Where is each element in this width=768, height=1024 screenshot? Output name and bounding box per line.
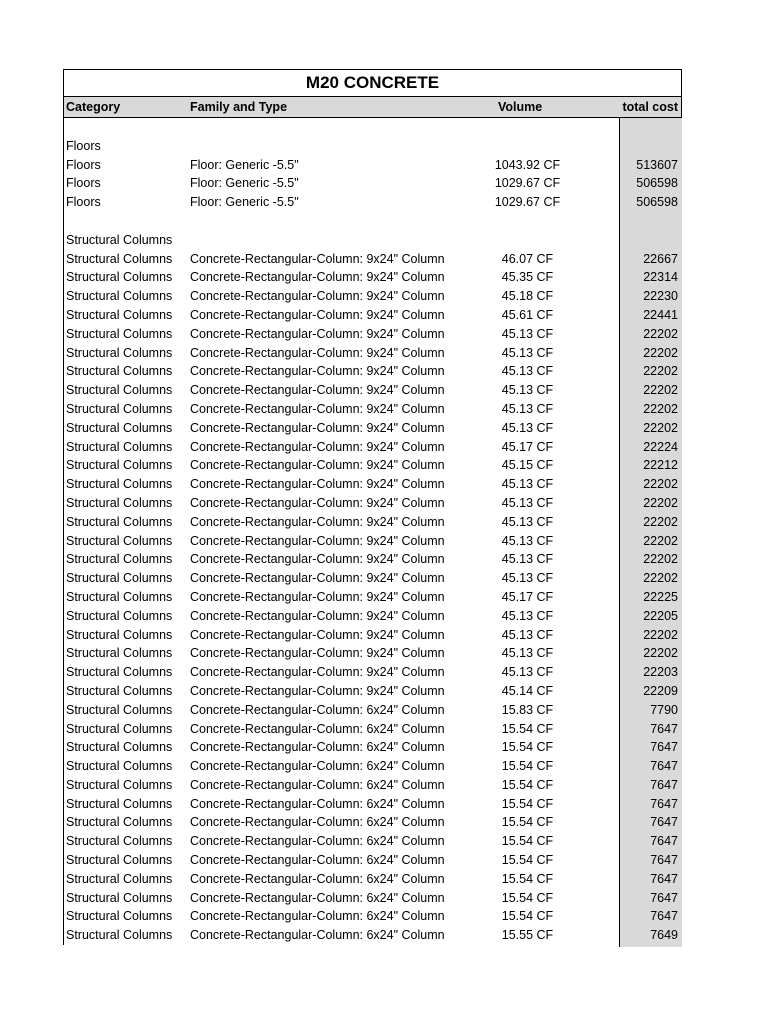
header-family-type: Family and Type xyxy=(190,100,288,114)
table-row xyxy=(64,419,681,438)
cell-total-cost: 7790 xyxy=(650,702,678,717)
cell-volume: 15.54 CF xyxy=(501,759,554,774)
header-category: Category xyxy=(66,100,121,114)
cell-category: Floors xyxy=(66,138,101,153)
table-row xyxy=(64,438,681,457)
cell-category: Structural Columns xyxy=(66,853,173,868)
cell-total-cost: 22202 xyxy=(643,627,678,642)
cell-family-type: Concrete-Rectangular-Column: 9x24" Column xyxy=(190,477,445,492)
cell-category: Structural Columns xyxy=(66,514,173,529)
table-row xyxy=(64,456,681,475)
cell-category: Floors xyxy=(66,176,101,191)
cell-volume: 45.13 CF xyxy=(501,552,554,567)
cell-total-cost: 22202 xyxy=(643,571,678,586)
cell-total-cost: 22202 xyxy=(643,420,678,435)
cell-family-type: Concrete-Rectangular-Column: 9x24" Column xyxy=(190,326,445,341)
cell-category: Structural Columns xyxy=(66,571,173,586)
concrete-sheet xyxy=(63,69,682,945)
table-row xyxy=(64,851,681,870)
cell-volume: 45.13 CF xyxy=(501,608,554,623)
cell-volume: 45.14 CF xyxy=(501,683,554,698)
cell-total-cost: 7647 xyxy=(650,759,678,774)
header-volume: Volume xyxy=(498,100,543,114)
cell-total-cost: 22202 xyxy=(643,495,678,510)
cell-category: Structural Columns xyxy=(66,871,173,886)
table-row xyxy=(64,306,681,325)
cell-total-cost: 22441 xyxy=(643,307,678,322)
cell-family-type: Concrete-Rectangular-Column: 6x24" Column xyxy=(190,796,445,811)
cell-total-cost: 7647 xyxy=(650,777,678,792)
cell-total-cost: 22203 xyxy=(643,665,678,680)
cell-total-cost: 22314 xyxy=(643,270,678,285)
table-row xyxy=(64,569,681,588)
cell-volume: 15.54 CF xyxy=(501,909,554,924)
cell-family-type: Concrete-Rectangular-Column: 9x24" Column xyxy=(190,383,445,398)
cell-family-type: Concrete-Rectangular-Column: 9x24" Column xyxy=(190,533,445,548)
cell-family-type: Concrete-Rectangular-Column: 6x24" Column xyxy=(190,777,445,792)
cell-volume: 15.54 CF xyxy=(501,853,554,868)
cell-category: Structural Columns xyxy=(66,589,173,604)
cell-family-type: Concrete-Rectangular-Column: 9x24" Column xyxy=(190,627,445,642)
cell-total-cost: 22202 xyxy=(643,345,678,360)
cell-total-cost: 22202 xyxy=(643,514,678,529)
cell-total-cost: 7647 xyxy=(650,834,678,849)
table-row xyxy=(64,250,681,269)
cell-volume: 45.13 CF xyxy=(501,326,554,341)
table-row xyxy=(64,776,681,795)
cell-volume: 45.35 CF xyxy=(501,270,554,285)
cell-category: Structural Columns xyxy=(66,326,173,341)
cell-total-cost: 22202 xyxy=(643,646,678,661)
cell-category: Structural Columns xyxy=(66,533,173,548)
table-row xyxy=(64,682,681,701)
cell-total-cost: 7647 xyxy=(650,740,678,755)
table-row xyxy=(64,813,681,832)
cell-category: Structural Columns xyxy=(66,759,173,774)
cell-family-type: Concrete-Rectangular-Column: 6x24" Column xyxy=(190,834,445,849)
table-row xyxy=(64,870,681,889)
cell-total-cost: 22202 xyxy=(643,401,678,416)
table-row xyxy=(64,268,681,287)
cell-category: Structural Columns xyxy=(66,439,173,454)
cell-volume: 45.13 CF xyxy=(501,571,554,586)
cell-category: Structural Columns xyxy=(66,364,173,379)
cell-total-cost: 506598 xyxy=(636,195,678,210)
cell-volume: 1029.67 CF xyxy=(494,195,561,210)
cell-category: Structural Columns xyxy=(66,495,173,510)
table-row xyxy=(64,626,681,645)
cell-category: Structural Columns xyxy=(66,232,173,247)
cell-family-type: Concrete-Rectangular-Column: 9x24" Column xyxy=(190,345,445,360)
table-row xyxy=(64,720,681,739)
cell-volume: 45.61 CF xyxy=(501,307,554,322)
table-row xyxy=(64,832,681,851)
cell-total-cost: 22212 xyxy=(643,458,678,473)
cell-category: Structural Columns xyxy=(66,702,173,717)
cell-volume: 45.13 CF xyxy=(501,665,554,680)
table-body xyxy=(64,118,681,945)
cell-category: Structural Columns xyxy=(66,345,173,360)
cell-family-type: Concrete-Rectangular-Column: 9x24" Column xyxy=(190,665,445,680)
cell-total-cost: 7647 xyxy=(650,890,678,905)
cell-category: Structural Columns xyxy=(66,608,173,623)
cell-category: Structural Columns xyxy=(66,552,173,567)
table-row xyxy=(64,889,681,908)
cell-volume: 15.54 CF xyxy=(501,777,554,792)
cell-family-type: Floor: Generic -5.5" xyxy=(190,176,299,191)
table-row xyxy=(64,532,681,551)
cell-total-cost: 7647 xyxy=(650,853,678,868)
cell-family-type: Concrete-Rectangular-Column: 9x24" Column xyxy=(190,420,445,435)
cell-volume: 15.54 CF xyxy=(501,815,554,830)
cell-volume: 45.13 CF xyxy=(501,345,554,360)
cell-family-type: Concrete-Rectangular-Column: 9x24" Column xyxy=(190,307,445,322)
table-row xyxy=(64,513,681,532)
cell-volume: 45.13 CF xyxy=(501,514,554,529)
table-row xyxy=(64,644,681,663)
cell-family-type: Concrete-Rectangular-Column: 9x24" Column xyxy=(190,514,445,529)
sheet-title: M20 CONCRETE xyxy=(64,70,681,97)
cell-category: Structural Columns xyxy=(66,420,173,435)
header-row xyxy=(64,97,681,118)
cell-family-type: Concrete-Rectangular-Column: 9x24" Column xyxy=(190,458,445,473)
cell-total-cost: 506598 xyxy=(636,176,678,191)
table-row xyxy=(64,156,681,175)
cell-category: Structural Columns xyxy=(66,796,173,811)
table-row xyxy=(64,212,681,231)
table-row xyxy=(64,550,681,569)
table-row xyxy=(64,795,681,814)
cell-volume: 15.54 CF xyxy=(501,796,554,811)
cell-total-cost: 7647 xyxy=(650,871,678,886)
cell-volume: 45.17 CF xyxy=(501,589,554,604)
cell-volume: 45.13 CF xyxy=(501,364,554,379)
cell-family-type: Concrete-Rectangular-Column: 6x24" Column xyxy=(190,740,445,755)
cell-family-type: Concrete-Rectangular-Column: 9x24" Column xyxy=(190,364,445,379)
cell-volume: 15.54 CF xyxy=(501,890,554,905)
cell-category: Structural Columns xyxy=(66,477,173,492)
cell-category: Structural Columns xyxy=(66,383,173,398)
cell-volume: 45.13 CF xyxy=(501,477,554,492)
table-row xyxy=(64,137,681,156)
table-row xyxy=(64,174,681,193)
cell-volume: 15.55 CF xyxy=(501,928,554,943)
cell-category: Structural Columns xyxy=(66,928,173,943)
cell-volume: 15.54 CF xyxy=(501,871,554,886)
table-row xyxy=(64,381,681,400)
cell-family-type: Concrete-Rectangular-Column: 6x24" Column xyxy=(190,721,445,736)
cell-total-cost: 22202 xyxy=(643,364,678,379)
cell-family-type: Concrete-Rectangular-Column: 9x24" Column xyxy=(190,683,445,698)
cell-family-type: Concrete-Rectangular-Column: 9x24" Column xyxy=(190,552,445,567)
table-row xyxy=(64,344,681,363)
cell-total-cost: 7647 xyxy=(650,721,678,736)
cell-total-cost: 22202 xyxy=(643,552,678,567)
table-row xyxy=(64,926,681,945)
cell-total-cost: 22202 xyxy=(643,533,678,548)
table-row xyxy=(64,475,681,494)
cell-category: Structural Columns xyxy=(66,627,173,642)
cell-category: Structural Columns xyxy=(66,740,173,755)
cell-total-cost: 22205 xyxy=(643,608,678,623)
cell-category: Structural Columns xyxy=(66,289,173,304)
cell-total-cost: 22667 xyxy=(643,251,678,266)
table-row xyxy=(64,400,681,419)
cell-family-type: Concrete-Rectangular-Column: 9x24" Column xyxy=(190,270,445,285)
cell-category: Structural Columns xyxy=(66,890,173,905)
cell-total-cost: 22202 xyxy=(643,477,678,492)
table-row xyxy=(64,738,681,757)
cell-volume: 15.54 CF xyxy=(501,740,554,755)
cell-total-cost: 22209 xyxy=(643,683,678,698)
cell-category: Structural Columns xyxy=(66,307,173,322)
cell-family-type: Concrete-Rectangular-Column: 6x24" Column xyxy=(190,909,445,924)
cell-volume: 45.18 CF xyxy=(501,289,554,304)
cell-family-type: Concrete-Rectangular-Column: 6x24" Column xyxy=(190,815,445,830)
table-row xyxy=(64,193,681,212)
cell-family-type: Concrete-Rectangular-Column: 6x24" Column xyxy=(190,702,445,717)
cell-category: Structural Columns xyxy=(66,909,173,924)
cell-category: Structural Columns xyxy=(66,251,173,266)
cell-category: Structural Columns xyxy=(66,721,173,736)
cell-volume: 15.54 CF xyxy=(501,721,554,736)
cell-family-type: Concrete-Rectangular-Column: 6x24" Column xyxy=(190,890,445,905)
cell-family-type: Concrete-Rectangular-Column: 9x24" Column xyxy=(190,646,445,661)
cell-volume: 1043.92 CF xyxy=(494,157,561,172)
table-row xyxy=(64,607,681,626)
cell-family-type: Concrete-Rectangular-Column: 9x24" Column xyxy=(190,608,445,623)
cell-volume: 1029.67 CF xyxy=(494,176,561,191)
cell-total-cost: 22202 xyxy=(643,383,678,398)
table-row xyxy=(64,287,681,306)
cell-category: Structural Columns xyxy=(66,777,173,792)
cell-family-type: Concrete-Rectangular-Column: 9x24" Column xyxy=(190,495,445,510)
table-row xyxy=(64,494,681,513)
cell-volume: 45.13 CF xyxy=(501,383,554,398)
table-row xyxy=(64,362,681,381)
cell-category: Structural Columns xyxy=(66,683,173,698)
cell-volume: 15.83 CF xyxy=(501,702,554,717)
cell-volume: 46.07 CF xyxy=(501,251,554,266)
cell-category: Structural Columns xyxy=(66,646,173,661)
table-row xyxy=(64,663,681,682)
cell-total-cost: 513607 xyxy=(636,157,678,172)
cell-category: Floors xyxy=(66,157,101,172)
cell-total-cost: 7647 xyxy=(650,815,678,830)
cell-volume: 45.13 CF xyxy=(501,420,554,435)
cell-volume: 45.13 CF xyxy=(501,533,554,548)
table-row xyxy=(64,701,681,720)
cell-total-cost: 22202 xyxy=(643,326,678,341)
header-total-cost: total cost xyxy=(622,100,678,114)
table-row xyxy=(64,907,681,926)
cell-volume: 45.13 CF xyxy=(501,627,554,642)
table-row xyxy=(64,118,681,137)
cell-family-type: Concrete-Rectangular-Column: 9x24" Column xyxy=(190,401,445,416)
cell-family-type: Concrete-Rectangular-Column: 6x24" Column xyxy=(190,928,445,943)
cell-family-type: Concrete-Rectangular-Column: 9x24" Column xyxy=(190,439,445,454)
cell-family-type: Floor: Generic -5.5" xyxy=(190,195,299,210)
cell-family-type: Concrete-Rectangular-Column: 9x24" Column xyxy=(190,251,445,266)
cell-total-cost: 22224 xyxy=(643,439,678,454)
cell-volume: 45.13 CF xyxy=(501,646,554,661)
table-row xyxy=(64,325,681,344)
cell-volume: 45.15 CF xyxy=(501,458,554,473)
cell-category: Floors xyxy=(66,195,101,210)
cell-volume: 45.17 CF xyxy=(501,439,554,454)
cell-volume: 45.13 CF xyxy=(501,401,554,416)
cell-volume: 15.54 CF xyxy=(501,834,554,849)
cell-family-type: Concrete-Rectangular-Column: 9x24" Column xyxy=(190,589,445,604)
cell-total-cost: 7647 xyxy=(650,909,678,924)
cell-family-type: Concrete-Rectangular-Column: 6x24" Column xyxy=(190,853,445,868)
cell-total-cost: 7647 xyxy=(650,796,678,811)
cell-category: Structural Columns xyxy=(66,270,173,285)
cell-category: Structural Columns xyxy=(66,665,173,680)
table-row xyxy=(64,588,681,607)
table-row xyxy=(64,231,681,250)
cell-total-cost: 7649 xyxy=(650,928,678,943)
cell-family-type: Concrete-Rectangular-Column: 9x24" Column xyxy=(190,289,445,304)
cell-family-type: Concrete-Rectangular-Column: 6x24" Column xyxy=(190,871,445,886)
table-row xyxy=(64,757,681,776)
cell-total-cost: 22230 xyxy=(643,289,678,304)
cell-category: Structural Columns xyxy=(66,815,173,830)
cell-total-cost: 22225 xyxy=(643,589,678,604)
cell-category: Structural Columns xyxy=(66,834,173,849)
cell-family-type: Concrete-Rectangular-Column: 6x24" Column xyxy=(190,759,445,774)
cell-volume: 45.13 CF xyxy=(501,495,554,510)
cell-category: Structural Columns xyxy=(66,458,173,473)
cell-family-type: Floor: Generic -5.5" xyxy=(190,157,299,172)
cell-family-type: Concrete-Rectangular-Column: 9x24" Column xyxy=(190,571,445,586)
cell-category: Structural Columns xyxy=(66,401,173,416)
